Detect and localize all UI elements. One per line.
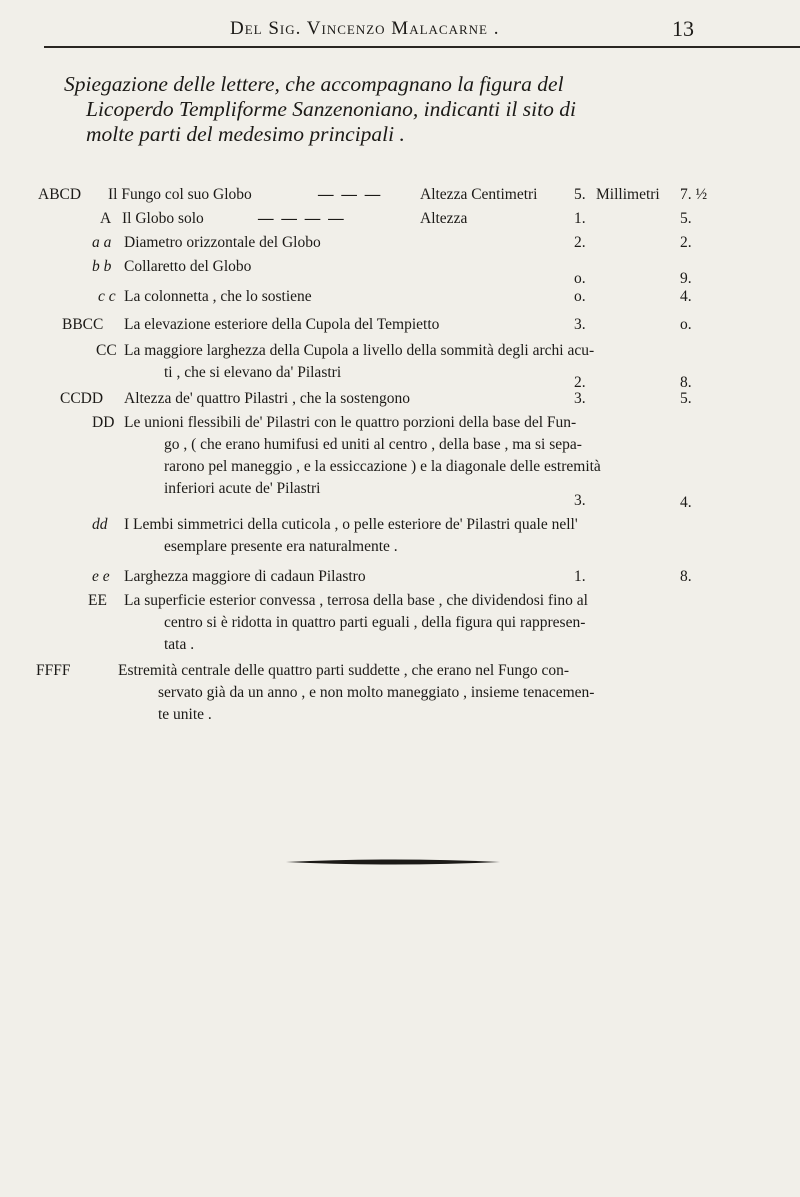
desc-line: centro si è ridotta in quattro parti eguali , della figura qui rappresen- [164, 614, 586, 631]
entry-key: dd [92, 516, 108, 533]
entry-key: EE [88, 592, 107, 609]
value-centimetri: 3. [574, 492, 586, 509]
desc-line: servato già da un anno , e non molto maneggiato , insieme tenacemen- [158, 684, 595, 701]
value-millimetri: 4. [680, 494, 692, 511]
title-line: Spiegazione delle lettere, che accompagnano la figura del [64, 72, 564, 96]
entry-key: CC [96, 342, 117, 359]
value-millimetri: 2. [680, 234, 692, 251]
value-centimetri: o. [574, 288, 586, 305]
desc-line: te unite . [158, 706, 212, 723]
entry-desc [124, 566, 724, 588]
entry-key: e e [92, 568, 110, 585]
entry-label: Altezza [420, 210, 468, 227]
value-centimetri: 2. [574, 234, 586, 251]
desc-line: Larghezza maggiore di cadaun Pilastro [124, 568, 366, 585]
value-millimetri: 9. [680, 270, 692, 287]
entry-label: Altezza Centimetri [420, 186, 538, 203]
value-millimetri: 8. [680, 568, 692, 585]
value-millimetri: 4. [680, 288, 692, 305]
desc-line: Altezza de' quattro Pilastri , che la sostengono [124, 390, 411, 407]
entry-key: BBCC [62, 316, 104, 333]
value-centimetri: 5. [574, 186, 586, 203]
value-centimetri: 2. [574, 374, 586, 391]
desc-line: Il Fungo col suo Globo [108, 186, 252, 203]
entry-desc [124, 514, 724, 558]
entry-label-2: Millimetri [596, 186, 660, 203]
desc-line: rarono pel maneggio , e la essiccazione ) e la diagonale delle estremità [164, 458, 601, 475]
value-millimetri: 5. [680, 210, 692, 227]
desc-line: ti , che si elevano da' Pilastri [164, 364, 342, 381]
entry-key: FFFF [36, 662, 71, 679]
entry-key: b b [92, 258, 112, 275]
value-millimetri: o. [680, 316, 692, 333]
desc-line: I Lembi simmetrici della cuticola , o pelle esteriore de' Pilastri quale nell' [124, 516, 578, 533]
title-line: molte parti del medesimo principali . [86, 122, 405, 146]
value-millimetri: 8. [680, 374, 692, 391]
desc-line: Estremità centrale delle quattro parti suddette , che erano nel Fungo con- [118, 662, 570, 679]
running-head: Del Sig. Vincenzo Malacarne . [230, 18, 500, 39]
desc-line: La maggiore larghezza della Cupola a livello della sommità degli archi acu- [124, 342, 595, 359]
entry-key: CCDD [60, 390, 104, 407]
entry-key: c c [98, 288, 116, 305]
leader-dashes: — — — — [258, 210, 346, 227]
entry-desc [124, 314, 724, 336]
entry-desc [124, 232, 724, 254]
entry-desc [124, 286, 724, 308]
desc-line: Diametro orizzontale del Globo [124, 234, 321, 251]
entry-desc [124, 256, 724, 278]
desc-line: La colonnetta , che lo sostiene [124, 288, 312, 305]
page-number: 13 [672, 16, 694, 41]
desc-line: esemplare presente era naturalmente . [164, 538, 398, 555]
header-rule [44, 46, 800, 48]
value-millimetri: 5. [680, 390, 692, 407]
closing-ornament-rule [286, 858, 500, 866]
value-centimetri: 1. [574, 210, 586, 227]
value-centimetri: 1. [574, 568, 586, 585]
desc-line: go , ( che erano humifusi ed uniti al centro , della base , ma si sepa- [164, 436, 582, 453]
entry-desc [124, 340, 724, 384]
entry-key: ABCD [38, 186, 82, 203]
entry-desc [124, 590, 724, 656]
desc-line: La superficie esterior convessa , terrosa della base , che dividendosi fino al [124, 592, 588, 609]
desc-line: La elevazione esteriore della Cupola del Tempietto [124, 316, 440, 333]
entry-desc [124, 388, 724, 410]
page-header [0, 12, 800, 46]
value-centimetri: o. [574, 270, 586, 287]
desc-line: Le unioni flessibili de' Pilastri con le quattro porzioni della base del Fun- [124, 414, 577, 431]
desc-line: tata . [164, 636, 195, 653]
leader-dashes: — — — [318, 186, 383, 203]
desc-line: Il Globo solo [122, 210, 204, 227]
value-millimetri: 7. ½ [680, 186, 708, 203]
value-centimetri: 3. [574, 316, 586, 333]
desc-line: inferiori acute de' Pilastri [164, 480, 321, 497]
entry-key: A [100, 210, 112, 227]
entry-desc [124, 412, 724, 500]
desc-line: Collaretto del Globo [124, 258, 252, 275]
entry-desc [118, 660, 718, 726]
entry-key: a a [92, 234, 112, 251]
value-centimetri: 3. [574, 390, 586, 407]
entry-key: DD [92, 414, 115, 431]
explanation-title [64, 72, 734, 147]
title-line: Licoperdo Templiforme Sanzenoniano, indicanti il sito di [86, 97, 576, 121]
